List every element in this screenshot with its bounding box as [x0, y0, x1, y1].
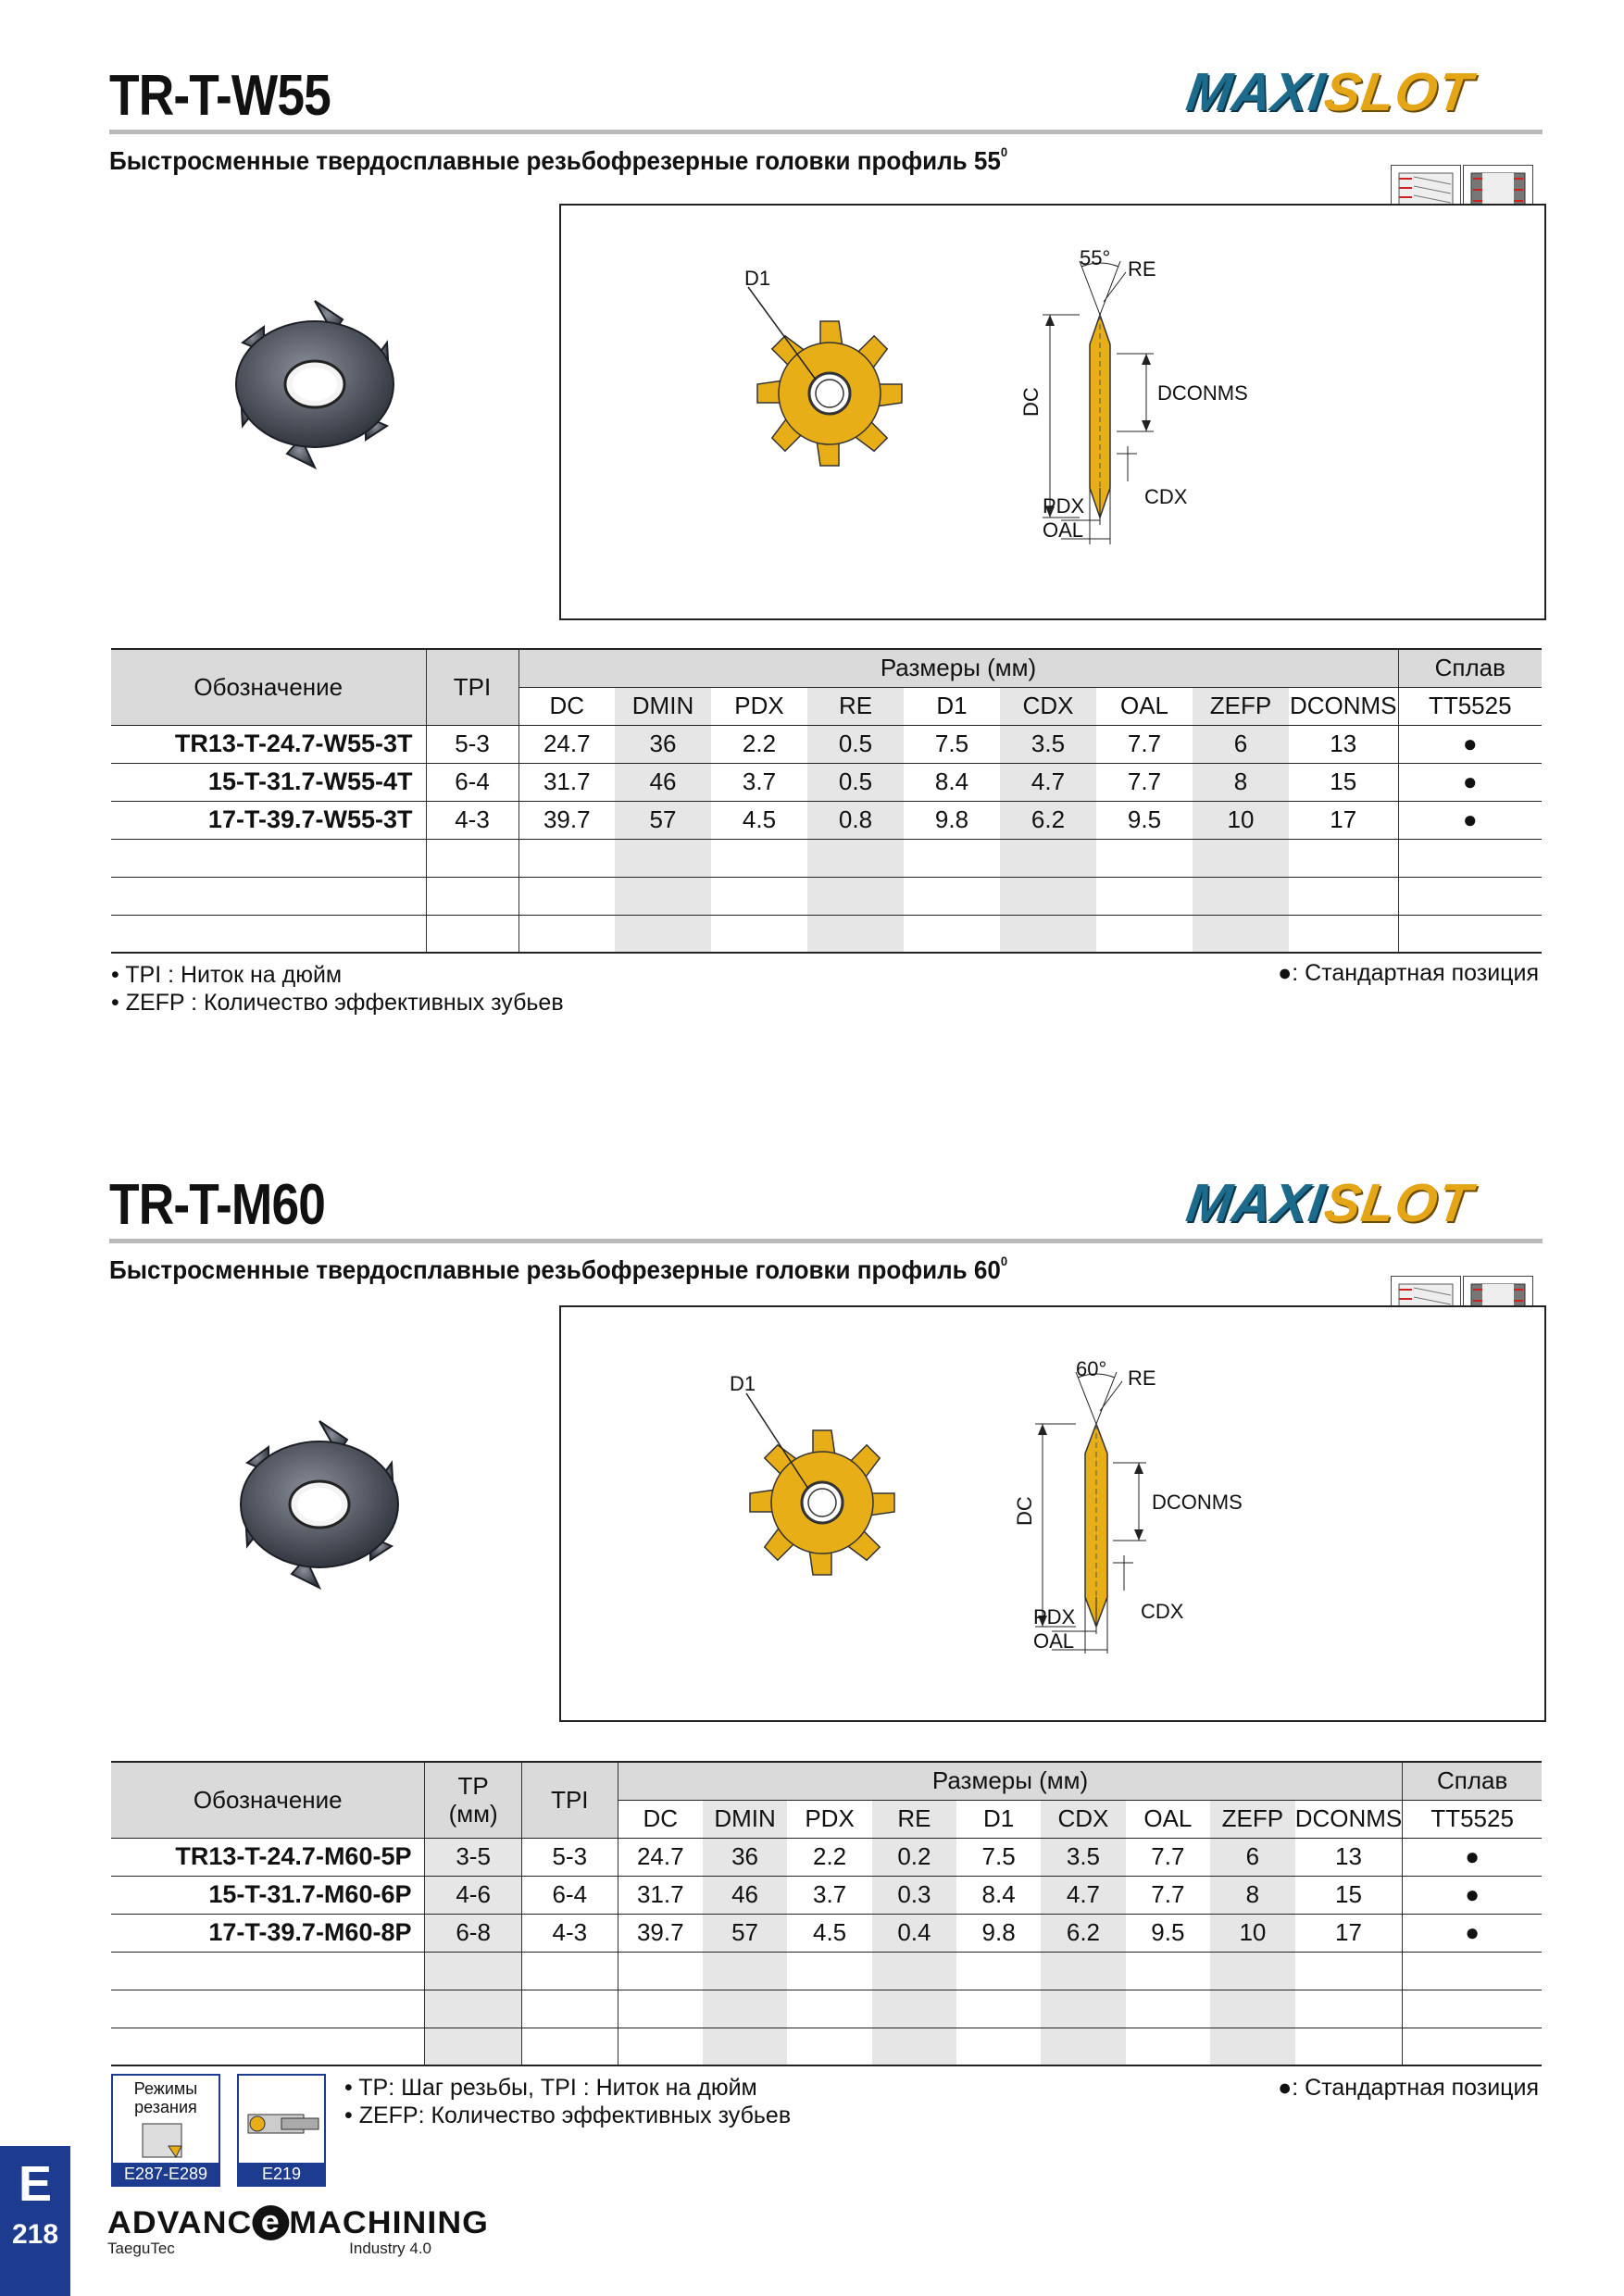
- title-rule: [109, 130, 1543, 134]
- col-cdx: CDX: [1041, 1800, 1125, 1838]
- col-d1: D1: [956, 1800, 1041, 1838]
- col-cdx: CDX: [1000, 687, 1096, 725]
- table-row: 17-T-39.7-M60-8P 6-8 4-3 39.7 57 4.5 0.4 9.8 6.2 9.5 10 17 ●: [111, 1914, 1542, 1952]
- col-oal: OAL: [1126, 1800, 1210, 1838]
- col-dconms: DCONMS: [1289, 687, 1398, 725]
- section-title: TR-T-W55: [109, 64, 331, 128]
- label-cdx: CDX: [1141, 1600, 1184, 1623]
- label-dconms: DCONMS: [1152, 1491, 1243, 1514]
- label-d1: D1: [744, 267, 771, 290]
- cutting-conditions-ref[interactable]: [111, 2074, 220, 2187]
- col-dims: Размеры (мм): [618, 1762, 1402, 1800]
- col-tt5525: TT5525: [1403, 1800, 1542, 1838]
- col-tpi: TPI: [426, 649, 518, 725]
- label-pdx: PDX: [1043, 494, 1085, 518]
- col-dims: Размеры (мм): [518, 649, 1398, 687]
- col-designation: Обозначение: [111, 649, 426, 725]
- section-tab: [0, 2146, 70, 2296]
- col-re: RE: [872, 1800, 956, 1838]
- cutter-head-photo: [190, 1407, 449, 1602]
- maxislot-logo: MAXISLOT: [1182, 1173, 1477, 1233]
- table-row: 17-T-39.7-W55-3T 4-3 39.7 57 4.5 0.8 9.8 6.2 9.5 10 17 ●: [111, 801, 1542, 839]
- table-row: TR13-T-24.7-M60-5P 3-5 5-3 24.7 36 2.2 0.2 7.5 3.5 7.7 6 13 ●: [111, 1838, 1542, 1876]
- label-oal: OAL: [1033, 1629, 1075, 1653]
- col-alloy: Сплав: [1403, 1762, 1542, 1800]
- ref-pages: E219: [239, 2163, 324, 2185]
- label-angle: 55°: [1080, 246, 1111, 269]
- title-rule: [109, 1239, 1543, 1243]
- col-dc: DC: [518, 687, 615, 725]
- col-pdx: PDX: [787, 1800, 871, 1838]
- table-row-empty: [111, 839, 1542, 877]
- col-tpi: TPI: [521, 1762, 618, 1838]
- dimension-diagram: [559, 1305, 1546, 1722]
- label-dc: DC: [1013, 1496, 1036, 1526]
- table-row: TR13-T-24.7-W55-3T 5-3 24.7 36 2.2 0.5 7.5 3.5 7.7 6 13 ●: [111, 725, 1542, 763]
- label-angle: 60°: [1076, 1357, 1107, 1380]
- page-number: 218: [11, 2219, 59, 2250]
- section-letter: E: [18, 2156, 53, 2212]
- holder-icon: [244, 2094, 322, 2150]
- col-pdx: PDX: [711, 687, 807, 725]
- col-tp: TP (мм): [425, 1762, 521, 1838]
- holder-ref[interactable]: [237, 2074, 326, 2187]
- col-dmin: DMIN: [615, 687, 711, 725]
- legend-standard: ●: Стандартная позиция: [1278, 960, 1539, 986]
- ref-pages: E287-E289: [113, 2163, 219, 2185]
- label-dc: DC: [1019, 387, 1043, 417]
- col-tt5525: TT5525: [1398, 687, 1542, 725]
- ref-caption: Режимы резания: [133, 2079, 198, 2116]
- col-zefp: ZEFP: [1210, 1800, 1295, 1838]
- table-row-empty: [111, 2028, 1542, 2065]
- table-row: 15-T-31.7-W55-4T 6-4 31.7 46 3.7 0.5 8.4 4.7 7.7 8 15 ●: [111, 763, 1542, 801]
- col-oal: OAL: [1096, 687, 1193, 725]
- col-dmin: DMIN: [703, 1800, 788, 1838]
- section-subtitle: Быстросменные твердосплавные резьбофрезерные головки профиль $60^0$: [109, 1254, 1008, 1284]
- label-re: RE: [1128, 1366, 1156, 1390]
- label-re: RE: [1128, 257, 1156, 281]
- col-zefp: ZEFP: [1193, 687, 1289, 725]
- section-subtitle: Быстросменные твердосплавные резьбофрезерные головки профиль $55^0$: [109, 144, 1008, 175]
- table-row-empty: [111, 915, 1542, 953]
- table-row: 15-T-31.7-M60-6P 4-6 6-4 31.7 46 3.7 0.3 8.4 4.7 7.7 8 15 ●: [111, 1876, 1542, 1914]
- col-d1: D1: [904, 687, 1000, 725]
- col-dc: DC: [618, 1800, 702, 1838]
- footer-brand: ADVANC e MACHINING TaeguTec Industry 4.0: [107, 2204, 489, 2257]
- notes: • TPI : Ниток на дюйм • ZEFP : Количество эффективных зубьев: [111, 962, 564, 1016]
- table-row-empty: [111, 1952, 1542, 1990]
- spec-table-m60: [111, 1761, 1542, 2066]
- table-row-empty: [111, 877, 1542, 915]
- label-d1: D1: [730, 1372, 756, 1395]
- cutter-head-photo: [185, 287, 444, 481]
- maxislot-logo: MAXISLOT: [1182, 62, 1477, 122]
- notes: • TP: Шаг резьбы, TPI : Ниток на дюйм • ZEFP: Количество эффективных зубьев: [344, 2075, 792, 2128]
- label-cdx: CDX: [1144, 485, 1188, 508]
- table-row-empty: [111, 1990, 1542, 2028]
- dimension-diagram: [559, 204, 1546, 620]
- col-re: RE: [807, 687, 904, 725]
- section-title: TR-T-M60: [109, 1173, 326, 1237]
- label-oal: OAL: [1043, 518, 1084, 542]
- label-dconms: DCONMS: [1157, 381, 1248, 405]
- spec-table-w55: [111, 648, 1542, 954]
- col-alloy: Сплав: [1398, 649, 1542, 687]
- label-pdx: PDX: [1033, 1605, 1076, 1628]
- document-icon: [137, 2122, 193, 2161]
- col-dconms: DCONMS: [1295, 1800, 1403, 1838]
- legend-standard: ●: Стандартная позиция: [1278, 2075, 1539, 2101]
- col-designation: Обозначение: [111, 1762, 425, 1838]
